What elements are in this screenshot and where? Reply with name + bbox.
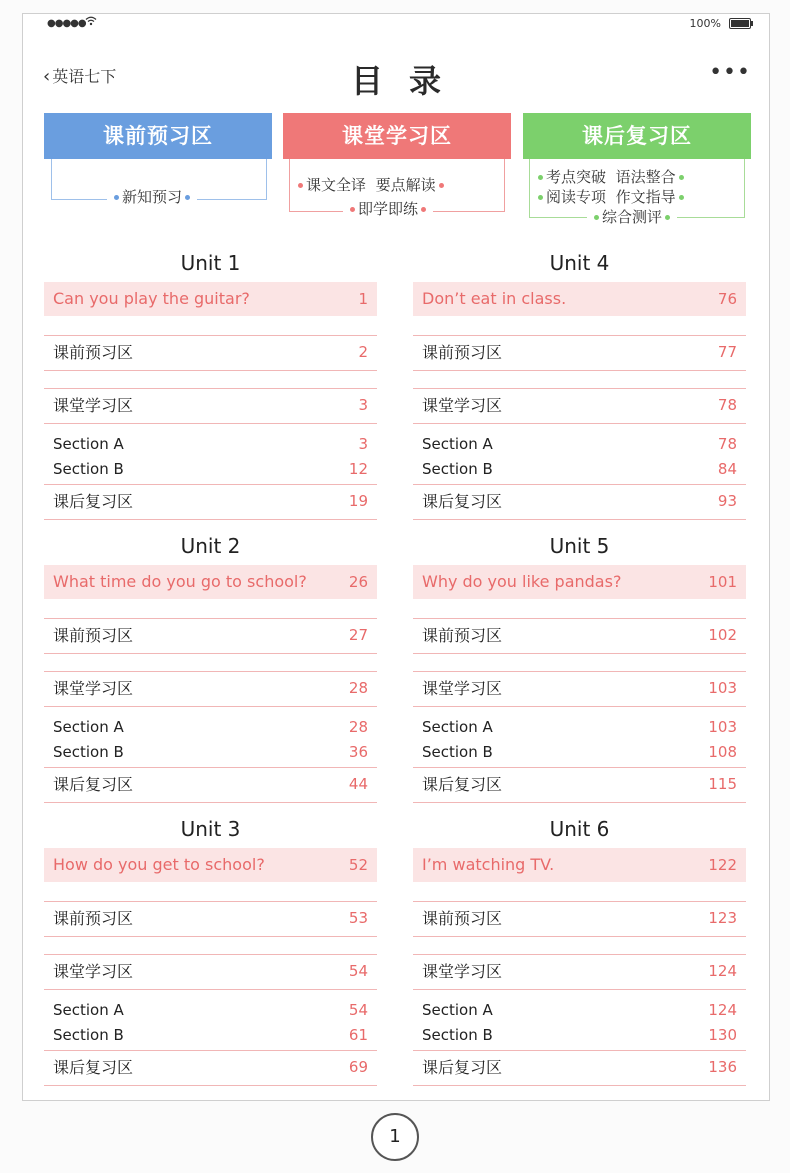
toc-row-pre[interactable]: 课前预习区 53 xyxy=(44,901,377,937)
sub-item: 综合测评 xyxy=(587,206,677,227)
toc-row-pre[interactable]: 课前预习区 123 xyxy=(413,901,746,937)
sub-item: 新知预习 xyxy=(107,186,197,207)
toc-row-post[interactable]: 课后复习区 93 xyxy=(413,484,746,520)
toc-row-pre[interactable]: 课前预习区 77 xyxy=(413,335,746,371)
section-header-post: 课后复习区 xyxy=(523,113,751,159)
toc-row-section-a[interactable]: Section A 124 xyxy=(422,1001,737,1019)
nav-bar xyxy=(23,54,769,100)
back-label: 英语七下 xyxy=(52,67,117,86)
sub-item: 阅读专项 作文指导 xyxy=(531,186,691,207)
bullet-icon xyxy=(679,195,684,200)
signal-icon: ●●●●● xyxy=(47,18,86,29)
unit-lesson-row[interactable]: I’m watching TV. 122 xyxy=(413,848,746,882)
unit-lesson-row[interactable]: What time do you go to school? 26 xyxy=(44,565,377,599)
toc-row-class[interactable]: 课堂学习区 28 xyxy=(44,671,377,707)
toc-row-class[interactable]: 课堂学习区 103 xyxy=(413,671,746,707)
toc-row-pre[interactable]: 课前预习区 102 xyxy=(413,618,746,654)
unit-lesson-row[interactable]: Don’t eat in class. 76 xyxy=(413,282,746,316)
toc-row-pre[interactable]: 课前预习区 27 xyxy=(44,618,377,654)
toc-row-pre[interactable]: 课前预习区 2 xyxy=(44,335,377,371)
toc-row-class[interactable]: 课堂学习区 124 xyxy=(413,954,746,990)
section-header-pre: 课前预习区 xyxy=(44,113,272,159)
bullet-icon xyxy=(421,207,426,212)
bullet-icon xyxy=(538,195,543,200)
chevron-left-icon: ‹ xyxy=(43,66,51,87)
unit-title: Unit 3 xyxy=(180,817,241,841)
sub-item: 即学即练 xyxy=(343,198,433,219)
sub-item: 考点突破 语法整合 xyxy=(531,166,691,187)
toc-row-section-a[interactable]: Section A 78 xyxy=(422,435,737,453)
toc-row-section-a[interactable]: Section A 28 xyxy=(53,718,368,736)
unit-title: Unit 2 xyxy=(180,534,241,558)
unit-lesson-row[interactable]: Can you play the guitar? 1 xyxy=(44,282,377,316)
unit-title: Unit 4 xyxy=(549,251,610,275)
battery-percentage: 100% xyxy=(689,17,721,30)
bullet-icon xyxy=(679,175,684,180)
bullet-icon xyxy=(185,195,190,200)
toc-row-section-b[interactable]: Section B 61 xyxy=(53,1026,368,1044)
status-bar xyxy=(23,14,769,34)
battery-icon xyxy=(729,18,751,29)
more-icon[interactable]: ••• xyxy=(709,60,751,85)
app-screen xyxy=(22,13,770,1101)
toc-row-section-b[interactable]: Section B 12 xyxy=(53,460,368,478)
unit-lesson-row[interactable]: How do you get to school? 52 xyxy=(44,848,377,882)
toc-row-section-b[interactable]: Section B 108 xyxy=(422,743,737,761)
toc-row-post[interactable]: 课后复习区 69 xyxy=(44,1050,377,1086)
toc-row-class[interactable]: 课堂学习区 78 xyxy=(413,388,746,424)
unit-title: Unit 1 xyxy=(180,251,241,275)
unit-title: Unit 6 xyxy=(549,817,610,841)
toc-row-section-a[interactable]: Section A 103 xyxy=(422,718,737,736)
bullet-icon xyxy=(350,207,355,212)
bullet-icon xyxy=(298,183,303,188)
bullet-icon xyxy=(439,183,444,188)
toc-row-post[interactable]: 课后复习区 115 xyxy=(413,767,746,803)
bullet-icon xyxy=(665,215,670,220)
toc-row-class[interactable]: 课堂学习区 3 xyxy=(44,388,377,424)
toc-row-post[interactable]: 课后复习区 19 xyxy=(44,484,377,520)
unit-lesson-row[interactable]: Why do you like pandas? 101 xyxy=(413,565,746,599)
bullet-icon xyxy=(594,215,599,220)
section-header-class: 课堂学习区 xyxy=(283,113,511,159)
toc-row-class[interactable]: 课堂学习区 54 xyxy=(44,954,377,990)
toc-row-section-a[interactable]: Section A 54 xyxy=(53,1001,368,1019)
wifi-icon xyxy=(85,16,97,29)
toc-row-section-b[interactable]: Section B 130 xyxy=(422,1026,737,1044)
page-title: 目录 xyxy=(350,62,467,100)
unit-title: Unit 5 xyxy=(549,534,610,558)
toc-row-post[interactable]: 课后复习区 44 xyxy=(44,767,377,803)
toc-row-post[interactable]: 课后复习区 136 xyxy=(413,1050,746,1086)
bullet-icon xyxy=(114,195,119,200)
page-number: 1 xyxy=(371,1113,419,1161)
toc-row-section-b[interactable]: Section B 84 xyxy=(422,460,737,478)
sub-item: 课文全译 要点解读 xyxy=(291,174,451,195)
toc-row-section-a[interactable]: Section A 3 xyxy=(53,435,368,453)
bullet-icon xyxy=(538,175,543,180)
toc-row-section-b[interactable]: Section B 36 xyxy=(53,743,368,761)
